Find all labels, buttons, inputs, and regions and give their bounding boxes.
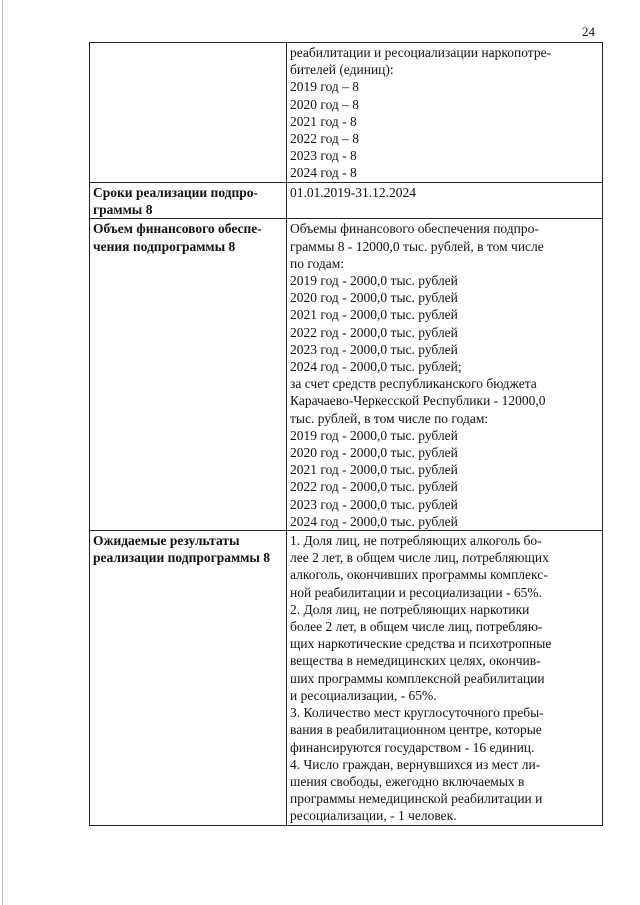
text-line: граммы 8 - 12000,0 тыс. рублей, в том числе (290, 238, 544, 254)
text-line: 4. Число граждан, вернувшихся из мест ли- (290, 756, 541, 772)
text-line: вещества в немедицинских целях, окончив- (290, 653, 541, 669)
text-line: бителей (единиц): (290, 62, 394, 78)
text-line: 2. Доля лиц, не потребляющих наркотики (290, 601, 530, 617)
text-line: финансируются государством - 16 единиц. (290, 739, 535, 755)
text-line: Объемы финансового обеспечения подпро- (290, 221, 539, 237)
page-number: 24 (582, 24, 595, 39)
text-line: 2024 год - 8 (290, 165, 357, 181)
subprogram-passport-table (89, 42, 603, 826)
text-line: 2022 год - 2000,0 тыс. рублей (290, 324, 458, 340)
row-label: Сроки реализации подпро-граммы 8 (90, 183, 287, 219)
text-line: 2024 год - 2000,0 тыс. рублей; (290, 359, 462, 375)
text-line: 2020 год - 2000,0 тыс. рублей (290, 290, 458, 306)
text-line: 2021 год - 2000,0 тыс. рублей (290, 462, 458, 478)
text-line: 2024 год - 2000,0 тыс. рублей (290, 513, 458, 529)
text-line: за счет средств республиканского бюджета (290, 376, 537, 392)
text-line: ной реабилитации и ресоциализации - 65%. (290, 584, 542, 600)
text-line: по годам: (290, 255, 345, 271)
text-line: 2022 год – 8 (290, 131, 360, 147)
text-line: 01.01.2019-31.12.2024 (290, 185, 416, 200)
text-line: 2019 год - 2000,0 тыс. рублей (290, 427, 458, 443)
row-label: Ожидаемые результаты реализации подпрограммы 8 (90, 531, 287, 825)
text-line: 2020 год – 8 (290, 96, 360, 112)
text-line: шения свободы, ежегодно включаемых в (290, 773, 525, 789)
table-row (90, 183, 603, 219)
text-line: 2020 год - 2000,0 тыс. рублей (290, 445, 458, 461)
table-row (90, 531, 603, 825)
text-line: 2019 год - 2000,0 тыс. рублей (290, 273, 458, 289)
text-line: 2023 год - 8 (290, 148, 357, 164)
row-value (287, 183, 603, 219)
text-line: 2022 год - 2000,0 тыс. рублей (290, 479, 458, 495)
text-line: 2021 год - 8 (290, 113, 357, 129)
text-line: 2023 год - 2000,0 тыс. рублей (290, 496, 458, 512)
text-line: тыс. рублей, в том числе по годам: (290, 410, 489, 426)
scan-margin-line (2, 0, 3, 905)
text-line: 3. Количество мест круглосуточного пребы- (290, 705, 544, 721)
text-line: ресоциализации, - 1 человек. (290, 808, 457, 824)
text-line: более 2 лет, в общем числе лиц, потребляю- (290, 619, 543, 635)
text-line: вания в реабилитационном центре, которые (290, 722, 542, 738)
text-line: 2021 год - 2000,0 тыс. рублей (290, 307, 458, 323)
text-line: щих наркотические средства и психотропные (290, 636, 552, 652)
row-value (287, 219, 603, 531)
text-line: ших программы комплексной реабилитации (290, 670, 545, 686)
text-line: Карачаево-Черкесской Республики - 12000,0 (290, 393, 546, 409)
text-line: алкоголь, окончивших программы комплекс- (290, 567, 548, 583)
text-line: реабилитации и ресоциализации наркопотре- (290, 45, 552, 60)
text-line: 1. Доля лиц, не потребляющих алкоголь бо- (290, 533, 542, 549)
text-line: программы немедицинской реабилитации и (290, 791, 543, 807)
row-label (90, 43, 287, 183)
text-line: 2019 год – 8 (290, 79, 360, 95)
row-label: Объем финансового обеспе-чения подпрограммы 8 (90, 219, 287, 531)
row-value (287, 43, 603, 183)
table-row (90, 43, 603, 183)
row-value (287, 531, 603, 825)
text-line: 2023 год - 2000,0 тыс. рублей (290, 341, 458, 357)
text-line: лее 2 лет, в общем числе лиц, потребляющих (290, 550, 549, 566)
text-line: и ресоциализации, - 65%. (290, 687, 437, 703)
table-row (90, 219, 603, 531)
